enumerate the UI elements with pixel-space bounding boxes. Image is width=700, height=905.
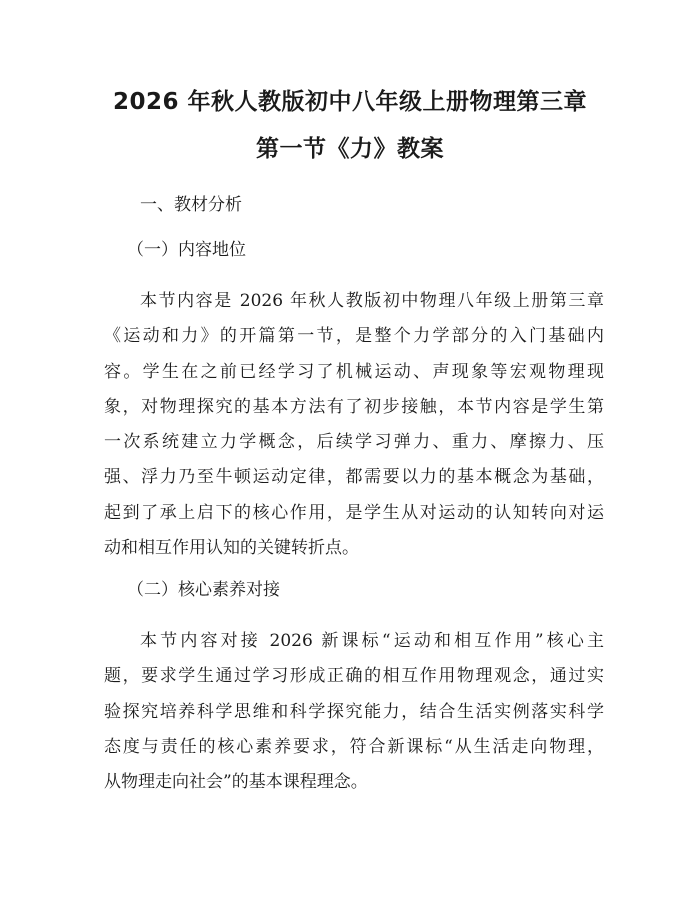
- paragraph-line: 《运动和力》的开篇第一节，是整个力学部分的入门基础内: [104, 326, 604, 347]
- paragraph-content-position: [104, 284, 604, 566]
- paragraph-line: 从物理走向社会”的基本课程理念。: [104, 772, 368, 793]
- paragraph-line: 验探究培养科学思维和科学探究能力，结合生活实例落实科学: [104, 701, 604, 722]
- paragraph-core-literacy: [104, 624, 604, 800]
- document-title-line-1: 2026 年秋人教版初中八年级上册物理第三章: [112, 89, 588, 115]
- paragraph-line: 起到了承上启下的核心作用，是学生从对运动的认知转向对运: [104, 502, 604, 523]
- paragraph-line: 象，对物理探究的基本方法有了初步接触，本节内容是学生第: [104, 396, 604, 417]
- subsection-heading-core-literacy: （二）核心素养对接: [127, 580, 280, 600]
- subsection-heading-content-position: （一）内容地位: [127, 240, 246, 260]
- paragraph-line: 态度与责任的核心素养要求，符合新课标“从生活走向物理，: [104, 736, 604, 757]
- paragraph-line: 本节内容对接 2026 新课标“运动和相互作用”核心主: [140, 631, 604, 651]
- paragraph-line: 强、浮力乃至牛顿运动定律，都需要以力的基本概念为基础，: [104, 467, 604, 488]
- paragraph-line: 题，要求学生通过学习形成正确的相互作用物理观念，通过实: [104, 666, 604, 687]
- section-heading-textbook-analysis: 一、教材分析: [140, 195, 242, 215]
- paragraph-line: 一次系统建立力学概念，后续学习弹力、重力、摩擦力、压: [104, 432, 604, 453]
- paragraph-line: 动和相互作用认知的关键转折点。: [104, 538, 359, 559]
- document-title-line-2: 第一节《力》教案: [256, 136, 444, 162]
- paragraph-line: 容。学生在之前已经学习了机械运动、声现象等宏观物理现: [104, 361, 604, 382]
- paragraph-line: 本节内容是 2026 年秋人教版初中物理八年级上册第三章: [140, 291, 604, 311]
